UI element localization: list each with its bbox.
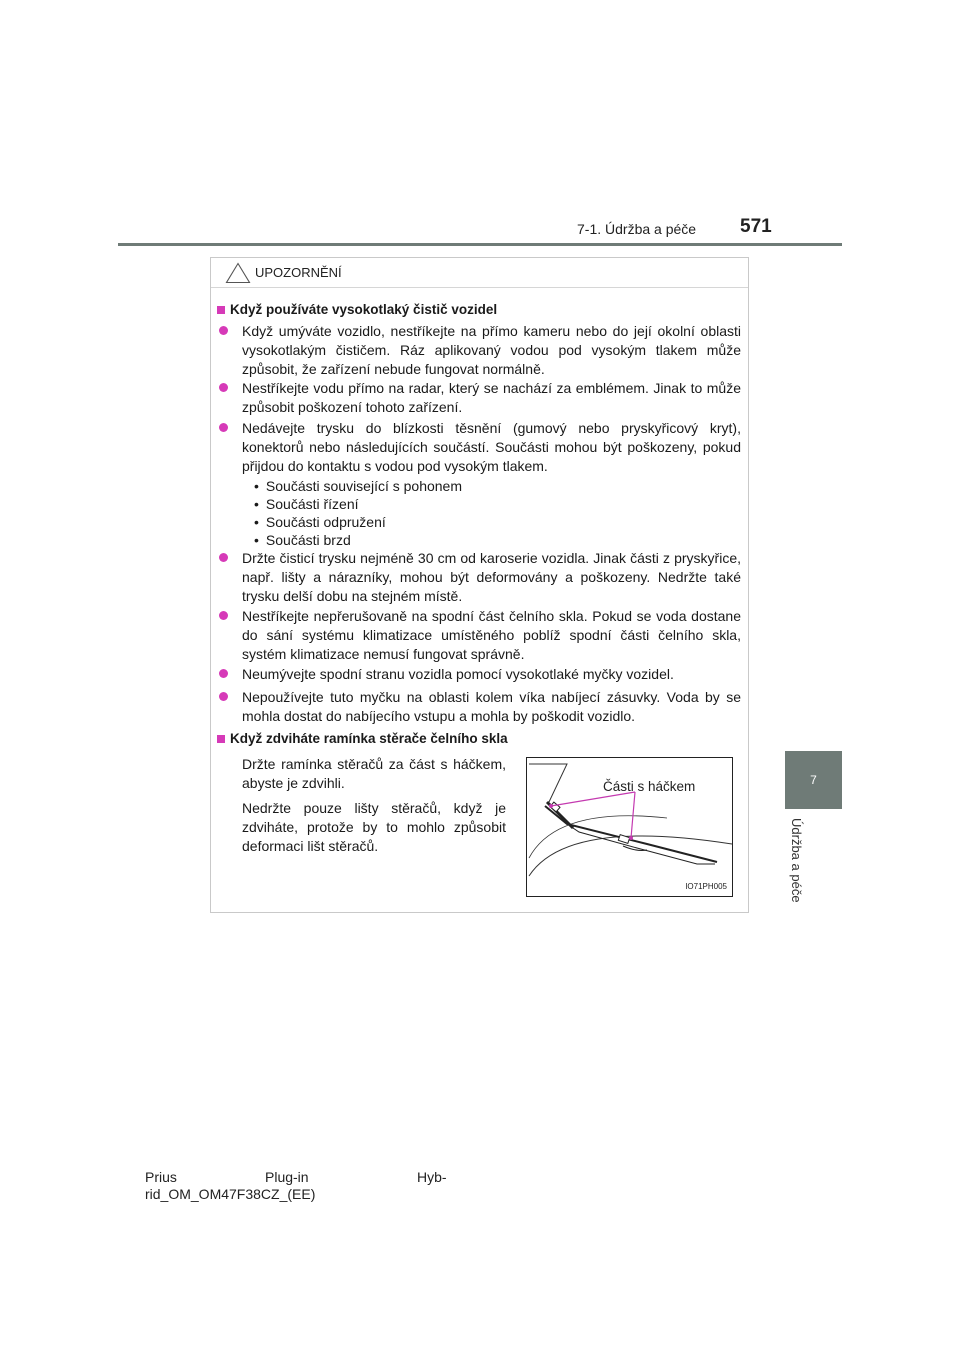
- page-number: 571: [740, 216, 772, 237]
- wiper-figure: [526, 757, 733, 897]
- caution-header: [211, 258, 748, 288]
- bullet-icon: [219, 553, 228, 562]
- list-item-text: Nepoužívejte tuto myčku na oblasti kolem víka nabíjecí zásuvky. Voda by se mohla dostat do nabíjecího vstupu a mohla by poškodit vozidlo.: [242, 689, 741, 724]
- component-sublist: [254, 477, 462, 549]
- section-heading-text: Když používáte vysokotlaký čistič vozidel: [230, 302, 498, 317]
- footer-model: Prius: [145, 1169, 177, 1185]
- list-item-text: Neumývejte spodní stranu vozidla pomocí vysokotlaké myčky vozidel.: [242, 666, 674, 682]
- list-item: [219, 549, 741, 606]
- list-item: [219, 322, 741, 379]
- section-marker-icon: [217, 735, 225, 743]
- list-item-text: Držte čisticí trysku nejméně 30 cm od karoserie vozidla. Jinak části z pryskyřice, např. lišty a nárazníky, mohou být deformovány a poškozeny. Nedržte také trysku delší dobu na stejném místě.: [242, 550, 741, 604]
- section-marker-icon: [217, 306, 225, 314]
- section-heading-wiper-arms: [217, 730, 508, 747]
- sublist-item: • Součásti související s pohonem: [254, 477, 462, 495]
- chapter-label: Údržba a péče: [789, 818, 804, 903]
- section-heading-pressure-washer: [217, 301, 497, 318]
- footer-line-1: [145, 1169, 447, 1186]
- footer-type: Hyb-: [417, 1169, 447, 1185]
- bullet-icon: [219, 611, 228, 620]
- caution-title: UPOZORNĚNÍ: [255, 265, 342, 280]
- caution-box: [210, 257, 749, 913]
- wiper-paragraph: Nedržte pouze lišty stěračů, když je zdviháte, protože by to mohlo způsobit deformaci lišt stěračů.: [242, 800, 506, 854]
- list-item-text: Nestříkejte nepřerušovaně na spodní část čelního skla. Pokud se voda dostane do sání systému klimatizace umístěného poblíž spodní části čelního skla, systém klimatizace nemusí fungovat správně.: [242, 608, 741, 662]
- warning-triangle-icon: [225, 262, 251, 284]
- wiper-paragraph: Držte ramínka stěračů za část s háčkem, abyste je zdvihli.: [242, 756, 506, 791]
- list-item: [219, 665, 741, 684]
- section-title: 7-1. Údržba a péče: [577, 221, 697, 237]
- bullet-icon: [219, 423, 228, 432]
- list-item: [219, 379, 741, 417]
- chapter-side-label: [787, 818, 807, 918]
- sublist-item: • Součásti odpružení: [254, 513, 462, 531]
- list-item: [219, 607, 741, 664]
- list-item-text: Nedávejte trysku do blízkosti těsnění (gumový nebo pryskyřicový kryt), konektorů nebo následujících součástí. Součásti mohou být poškozeny, pokud přijdou do kontaktu s vodou pod vysokým tlakem.: [242, 420, 741, 474]
- list-item: [219, 688, 741, 726]
- sublist-item: • Součásti řízení: [254, 495, 462, 513]
- chapter-tab: [785, 751, 842, 809]
- footer-variant: Plug-in: [265, 1169, 309, 1185]
- header-rule: [118, 243, 842, 246]
- bullet-icon: [219, 383, 228, 392]
- figure-callout-label: Části s háčkem: [603, 779, 696, 794]
- footer-line-2: rid_OM_OM47F38CZ_(EE): [145, 1186, 316, 1202]
- list-item: [219, 419, 741, 476]
- document-footer: [145, 1169, 447, 1203]
- bullet-icon: [219, 692, 228, 701]
- list-item-text: Když umýváte vozidlo, nestříkejte na přímo kameru nebo do její okolní oblasti vysokotlakým čističem. Ráz aplikovaný vodou pod vysokým tlakem může způsobit, že zařízení nebude fungovat normálně.: [242, 323, 741, 377]
- figure-code: IO71PH005: [685, 882, 727, 891]
- list-item-text: Nestříkejte vodu přímo na radar, který se nachází za emblémem. Jinak to může způsobit poškození tohoto zařízení.: [242, 380, 741, 415]
- bullet-icon: [219, 669, 228, 678]
- section-heading-text: Když zdviháte ramínka stěrače čelního skla: [230, 731, 508, 746]
- sublist-item: • Součásti brzd: [254, 531, 462, 549]
- bullet-icon: [219, 326, 228, 335]
- chapter-number: 7: [810, 773, 817, 787]
